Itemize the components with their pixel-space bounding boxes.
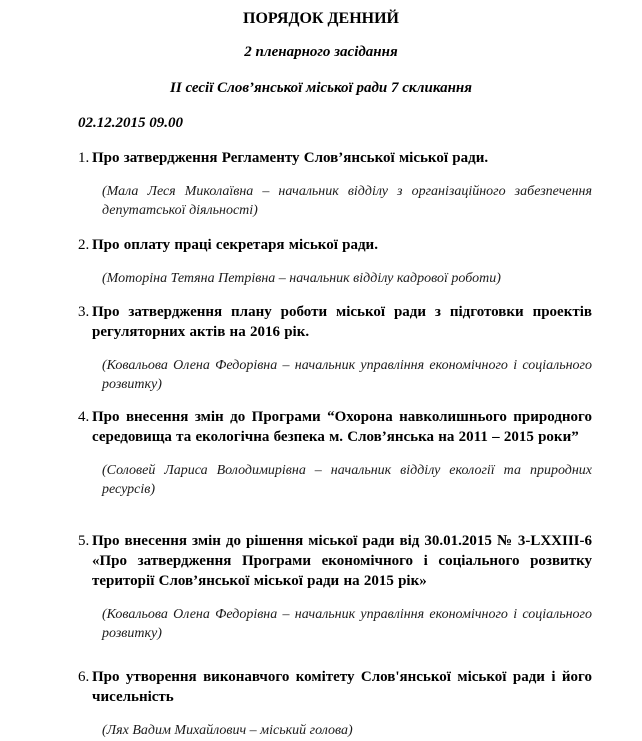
agenda-item-speaker: (Соловей Лариса Володимирівна – начальник відділу екології та природних ресурсів) [102, 463, 592, 497]
session-subtitle: 2 пленарного засідання [244, 44, 398, 60]
agenda-item-speaker: (Моторіна Тетяна Петрівна – начальник відділу кадрової роботи) [102, 271, 501, 286]
agenda-item-speaker: (Ковальова Олена Федорівна – начальник управління економічного і соціального розвитку) [102, 358, 592, 392]
agenda-item-title: Про затвердження Регламенту Слов’янської міської ради. [92, 150, 489, 166]
agenda-item-number: 2. [78, 237, 90, 253]
agenda-item-2 [78, 235, 592, 288]
agenda-item-number: 4. [78, 409, 90, 425]
agenda-item-title: Про затвердження плану роботи міської ради з підготовки проектів регуляторних актів на 2016 рік. [92, 304, 592, 340]
agenda-item-title: Про утворення виконавчого комітету Слов'янської міської ради і його чисельність [92, 669, 592, 705]
agenda-item-speaker: (Лях Вадим Михайлович – міський голова) [102, 723, 353, 738]
agenda-item-number: 6. [78, 669, 90, 685]
agenda-item-number: 3. [78, 304, 90, 320]
agenda-item-speaker: (Мала Леся Миколаївна – начальник відділу з організаційного забезпечення депутатської діяльності) [102, 184, 592, 218]
agenda-item-1 [78, 148, 592, 220]
agenda-item-number: 1. [78, 150, 90, 166]
agenda-item-4 [78, 407, 592, 499]
agenda-item-title: Про внесення змін до рішення міської ради від 30.01.2015 № 3-LXXIII-6 «Про затвердження Програми економічного і соціального розвитку території Слов’янської міської ради на 2015 рік» [92, 533, 592, 589]
council-subtitle: ІІ сесії Слов’янської міської ради 7 скликання [170, 80, 472, 96]
agenda-item-3 [78, 302, 592, 394]
agenda-item-number: 5. [78, 533, 90, 549]
agenda-item-speaker: (Ковальова Олена Федорівна – начальник управління економічного і соціального розвитку) [102, 607, 592, 641]
meeting-datetime: 02.12.2015 09.00 [78, 115, 183, 131]
agenda-item-title: Про оплату праці секретаря міської ради. [92, 237, 378, 253]
page-title: ПОРЯДОК ДЕННИЙ [243, 10, 399, 27]
agenda-item-title: Про внесення змін до Програми “Охорона навколишнього природного середовища та екологічна безпека м. Слов’янська на 2011 – 2015 роки” [92, 409, 592, 445]
agenda-item-6 [78, 667, 592, 740]
agenda-item-5 [78, 531, 592, 643]
